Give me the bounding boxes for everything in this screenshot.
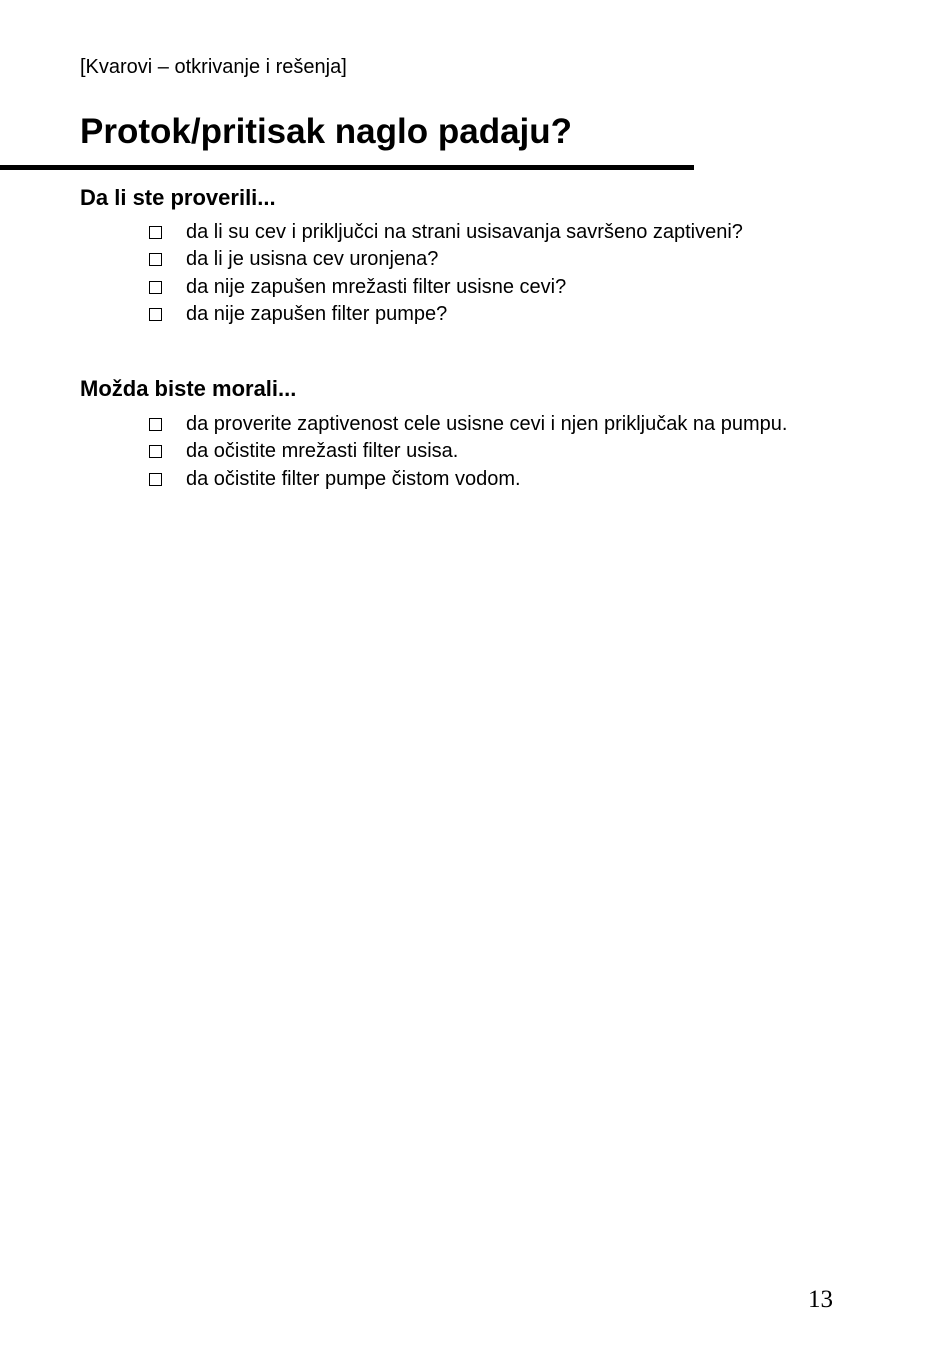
checklist-checks (149, 219, 833, 328)
list-item (149, 466, 833, 493)
checkbox-icon (149, 253, 162, 266)
checkbox-icon (149, 445, 162, 458)
page-number: 13 (808, 1286, 833, 1313)
section-header: [Kvarovi – otkrivanje i rešenja] (80, 56, 347, 78)
item-text: da li je usisna cev uronjena? (186, 248, 439, 271)
list-item (149, 438, 833, 465)
section-heading-checks: Da li ste proverili... (80, 185, 276, 210)
item-text: da li su cev i priključci na strani usisavanja savršeno zaptiveni? (186, 221, 743, 243)
item-text: da očistite filter pumpe čistom vodom. (186, 467, 521, 490)
list-item (149, 219, 833, 246)
checkbox-icon (149, 281, 162, 294)
list-item (149, 246, 833, 273)
title-divider (0, 165, 694, 170)
page-title: Protok/pritisak naglo padaju? (80, 112, 573, 151)
checklist-actions (149, 411, 833, 493)
checkbox-icon (149, 418, 162, 431)
list-item (149, 411, 833, 438)
item-text: da nije zapušen mrežasti filter usisne cevi? (186, 275, 567, 298)
item-text: da proverite zaptivenost cele usisne cevi i njen priključak na pumpu. (186, 413, 788, 435)
item-text: da očistite mrežasti filter usisa. (186, 440, 459, 463)
list-item (149, 274, 833, 301)
checkbox-icon (149, 473, 162, 486)
section-heading-actions: Možda biste morali... (80, 376, 297, 401)
item-text: da nije zapušen filter pumpe? (186, 302, 448, 325)
checkbox-icon (149, 226, 162, 239)
list-item (149, 301, 833, 328)
checkbox-icon (149, 308, 162, 321)
